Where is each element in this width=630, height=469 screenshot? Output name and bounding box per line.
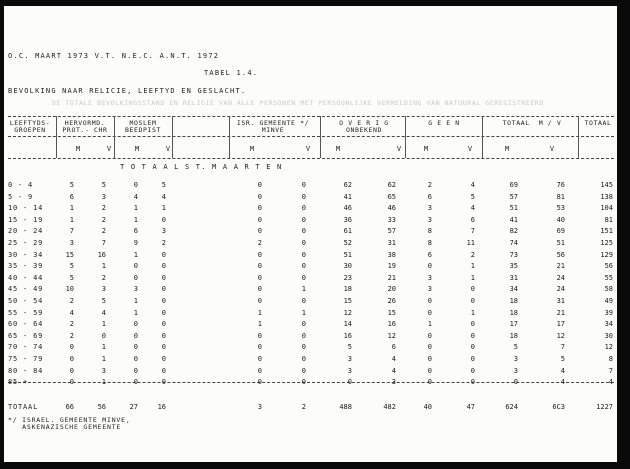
table-subtitle: BEVOLKING NAAR RELICIE, LEEFTYD EN GESLACHT. <box>8 87 247 95</box>
table-cell: 0 <box>161 250 166 259</box>
row-age-label: 0 - 4 <box>8 181 34 189</box>
table-cell: 1 <box>257 308 262 317</box>
column-header: TOTAAL M / V <box>502 119 562 127</box>
sub-header-v: V <box>305 145 311 153</box>
table-cell: 8 <box>608 355 613 363</box>
table-cell: 3 <box>69 239 74 247</box>
table-cell: 34 <box>604 320 613 329</box>
table-cell: 0 <box>133 273 138 282</box>
table-cell: 0 <box>257 262 262 271</box>
table-rule <box>8 116 614 117</box>
table-cell: 0 <box>427 262 432 271</box>
table-cell: 46 <box>387 204 396 213</box>
total-cell: 66 <box>65 403 74 411</box>
row-age-label: 85 + <box>8 378 29 387</box>
table-cell: 0 <box>301 320 306 329</box>
row-age-label: 50 - 54 <box>8 297 44 305</box>
table-cell: 4 <box>560 378 565 387</box>
table-cell: 1 <box>133 308 138 317</box>
sub-header-m: M <box>504 145 510 153</box>
total-cell: 2 <box>301 403 306 411</box>
column-header: MOSLEM BEEDPIST <box>124 119 162 134</box>
table-cell: 4 <box>608 378 613 387</box>
table-cell: 0 <box>69 378 74 387</box>
table-cell: 73 <box>509 250 518 259</box>
table-cell: 14 <box>343 320 352 329</box>
table-cell: 7 <box>470 227 475 236</box>
column-header: ISR. GEMEENTE */ MINVE <box>236 119 310 134</box>
table-cell: 3 <box>513 366 518 375</box>
table-cell: 3 <box>391 378 396 387</box>
table-cell: 0 <box>470 320 475 329</box>
row-age-label: 55 - 59 <box>8 308 44 317</box>
table-cell: 2 <box>101 215 106 224</box>
table-cell: 2 <box>427 181 432 189</box>
table-cell: 6 <box>427 250 432 259</box>
table-cell: 0 <box>470 366 475 375</box>
table-cell: 1 <box>257 320 262 329</box>
table-cell: 1 <box>101 320 106 329</box>
table-cell: 3 <box>427 285 432 294</box>
table-cell: 41 <box>509 215 518 224</box>
table-cell: 7 <box>608 366 613 375</box>
table-cell: 6 <box>391 343 396 352</box>
table-cell: 0 <box>133 378 138 387</box>
table-cell: 0 <box>69 343 74 352</box>
table-cell: 0 <box>513 378 518 387</box>
total-cell: 3 <box>257 403 262 411</box>
table-cell: 5 <box>101 297 106 305</box>
table-cell: 0 <box>470 378 475 387</box>
table-cell: 34 <box>509 285 518 294</box>
row-age-label: 75 - 79 <box>8 355 44 363</box>
table-cell: 3 <box>133 285 138 294</box>
table-cell: 5 <box>470 192 475 201</box>
table-cell: 4 <box>470 181 475 189</box>
table-cell: 0 <box>161 378 166 387</box>
table-cell: 6 <box>427 192 432 201</box>
table-cell: 69 <box>509 181 518 189</box>
table-cell: 0 <box>161 355 166 363</box>
table-cell: 16 <box>343 331 352 340</box>
table-cell: 0 <box>427 366 432 375</box>
table-cell: 21 <box>556 308 565 317</box>
row-age-label: 5 - 9 <box>8 192 34 201</box>
table-cell: 3 <box>101 192 106 201</box>
table-cell: 2 <box>161 239 166 247</box>
table-cell: 0 <box>257 204 262 213</box>
table-cell: 16 <box>97 250 106 259</box>
table-cell: 1 <box>133 215 138 224</box>
total-cell: 6C3 <box>552 403 565 411</box>
table-cell: 0 <box>470 355 475 363</box>
table-cell: 39 <box>604 308 613 317</box>
table-cell: 20 <box>387 285 396 294</box>
table-cell: 1 <box>101 355 106 363</box>
table-cell: 46 <box>343 204 352 213</box>
table-cell: 38 <box>387 250 396 259</box>
table-cell: 18 <box>343 285 352 294</box>
table-cell: 0 <box>133 181 138 189</box>
footnote: */ ISRAEL. GEMEENTE MINVE, ASKENAZISCHE GEMEENTE <box>8 416 131 431</box>
table-cell: 12 <box>604 343 613 352</box>
table-cell: 0 <box>427 343 432 352</box>
table-cell: 82 <box>509 227 518 236</box>
table-cell: 0 <box>470 285 475 294</box>
table-cell: 8 <box>427 227 432 236</box>
total-cell: 624 <box>505 403 518 411</box>
sub-header-v: V <box>467 145 473 153</box>
document-page <box>4 6 617 462</box>
table-cell: 0 <box>470 331 475 340</box>
table-cell: 1 <box>69 215 74 224</box>
table-cell: 145 <box>600 181 613 189</box>
table-cell: 12 <box>556 331 565 340</box>
row-age-label: 25 - 29 <box>8 239 44 247</box>
table-cell: 0 <box>133 355 138 363</box>
table-cell: 1 <box>301 285 306 294</box>
table-cell: 24 <box>556 285 565 294</box>
table-cell: 0 <box>161 331 166 340</box>
table-cell: 58 <box>604 285 613 294</box>
table-cell: 17 <box>509 320 518 329</box>
table-cell: 4 <box>560 366 565 375</box>
table-cell: 0 <box>133 320 138 329</box>
table-cell: 52 <box>343 239 352 247</box>
table-cell: 26 <box>387 297 396 305</box>
table-cell: 11 <box>466 239 475 247</box>
table-cell: 36 <box>343 215 352 224</box>
table-cell: 0 <box>301 250 306 259</box>
table-cell: 74 <box>509 239 518 247</box>
table-cell: 6 <box>470 215 475 224</box>
table-cell: 5 <box>69 273 74 282</box>
table-cell: 61 <box>343 227 352 236</box>
table-cell: 0 <box>161 285 166 294</box>
table-cell: 125 <box>600 239 613 247</box>
row-age-label: 30 - 34 <box>8 250 44 259</box>
total-row-label: TOTAAL <box>8 403 39 411</box>
table-cell: 18 <box>509 308 518 317</box>
table-cell: 0 <box>301 297 306 305</box>
table-cell: 0 <box>257 215 262 224</box>
table-cell: 3 <box>427 273 432 282</box>
table-cell: 0 <box>301 192 306 201</box>
table-cell: 31 <box>556 297 565 305</box>
table-cell: 5 <box>69 262 74 271</box>
table-cell: 3 <box>347 355 352 363</box>
table-cell: 56 <box>556 250 565 259</box>
total-cell: 56 <box>97 403 106 411</box>
table-cell: 5 <box>347 343 352 352</box>
table-cell: 21 <box>387 273 396 282</box>
table-cell: 0 <box>161 215 166 224</box>
table-cell: 0 <box>427 297 432 305</box>
table-cell: 0 <box>427 355 432 363</box>
table-cell: 1 <box>301 308 306 317</box>
table-cell: 5 <box>101 181 106 189</box>
table-cell: 0 <box>257 297 262 305</box>
table-cell: 1 <box>133 204 138 213</box>
table-cell: 3 <box>427 204 432 213</box>
table-cell: 5 <box>161 181 166 189</box>
column-header: LEEFTYDS- GROEPEN <box>9 119 51 134</box>
table-cell: 4 <box>391 355 396 363</box>
table-cell: 4 <box>391 366 396 375</box>
total-cell: 16 <box>157 403 166 411</box>
table-cell: 5 <box>560 355 565 363</box>
table-cell: 138 <box>600 192 613 201</box>
column-divider <box>320 116 321 158</box>
table-cell: 0 <box>427 378 432 387</box>
row-age-label: 40 - 44 <box>8 273 44 282</box>
sub-header-v: V <box>396 145 402 153</box>
sub-header-m: M <box>249 145 255 153</box>
table-cell: 0 <box>69 355 74 363</box>
table-cell: 0 <box>161 343 166 352</box>
table-cell: 1 <box>470 262 475 271</box>
table-cell: 0 <box>133 331 138 340</box>
table-cell: 53 <box>556 204 565 213</box>
table-cell: 1 <box>101 343 106 352</box>
table-cell: 33 <box>387 215 396 224</box>
table-cell: 0 <box>161 297 166 305</box>
table-cell: 129 <box>600 250 613 259</box>
table-cell: 0 <box>257 366 262 375</box>
row-age-label: 20 - 24 <box>8 227 44 236</box>
table-cell: 1 <box>69 204 74 213</box>
table-cell: 1 <box>101 378 106 387</box>
column-divider <box>229 116 230 158</box>
table-cell: 0 <box>347 378 352 387</box>
table-cell: 0 <box>257 273 262 282</box>
table-cell: 12 <box>343 308 352 317</box>
table-cell: 18 <box>509 297 518 305</box>
table-cell: 10 <box>65 285 74 294</box>
table-cell: 69 <box>556 227 565 236</box>
table-cell: 81 <box>604 215 613 224</box>
table-cell: 4 <box>470 204 475 213</box>
table-cell: 62 <box>387 181 396 189</box>
table-cell: 1 <box>470 308 475 317</box>
table-cell: 6 <box>69 192 74 201</box>
table-cell: 0 <box>101 331 106 340</box>
table-cell: 31 <box>387 239 396 247</box>
table-cell: 0 <box>161 320 166 329</box>
table-cell: 5 <box>513 343 518 352</box>
table-cell: 2 <box>101 273 106 282</box>
table-cell: 0 <box>301 331 306 340</box>
total-cell: 40 <box>423 403 432 411</box>
table-cell: 3 <box>347 366 352 375</box>
table-cell: 2 <box>69 297 74 305</box>
table-cell: 21 <box>556 262 565 271</box>
bleed-through-text: DE TOTALE BEVOLKINGSSTAND EN RELIGIE VAN ALLE PERSONEN MET PERSOONLIJKE VERMELDING VAN NATUURAL GEREGISTREERD <box>52 99 544 107</box>
table-cell: 1 <box>161 204 166 213</box>
table-cell: 8 <box>427 239 432 247</box>
table-cell: 0 <box>257 192 262 201</box>
table-cell: 1 <box>133 297 138 305</box>
table-cell: 65 <box>387 192 396 201</box>
table-cell: 0 <box>161 262 166 271</box>
table-cell: 0 <box>257 227 262 236</box>
table-cell: 57 <box>509 192 518 201</box>
table-cell: 15 <box>65 250 74 259</box>
table-cell: 55 <box>604 273 613 282</box>
table-cell: 0 <box>133 262 138 271</box>
table-cell: 1 <box>101 262 106 271</box>
table-cell: 1 <box>470 273 475 282</box>
table-cell: 4 <box>161 192 166 201</box>
table-cell: 0 <box>301 343 306 352</box>
column-header: G E E N <box>428 119 460 127</box>
table-cell: 7 <box>69 227 74 236</box>
table-cell: 5 <box>69 181 74 189</box>
row-age-label: 35 - 39 <box>8 262 44 271</box>
table-cell: 0 <box>161 308 166 317</box>
table-cell: 0 <box>301 181 306 189</box>
table-cell: 2 <box>69 320 74 329</box>
table-cell: 81 <box>556 192 565 201</box>
table-number: TABEL 1.4. <box>204 69 259 77</box>
section-title: T O T A A L S T. M A A R T E N <box>120 163 283 171</box>
table-cell: 0 <box>470 343 475 352</box>
table-cell: 0 <box>301 355 306 363</box>
sub-header-v: V <box>165 145 171 153</box>
table-cell: 0 <box>301 378 306 387</box>
table-rule <box>8 136 614 137</box>
table-cell: 0 <box>257 355 262 363</box>
row-age-label: 60 - 64 <box>8 320 44 329</box>
table-cell: 24 <box>556 273 565 282</box>
sub-header-v: V <box>549 145 555 153</box>
total-cell: 488 <box>339 403 352 411</box>
table-cell: 1 <box>133 250 138 259</box>
total-cell: 482 <box>383 403 396 411</box>
table-cell: 0 <box>133 343 138 352</box>
table-cell: 51 <box>556 239 565 247</box>
table-cell: 15 <box>343 297 352 305</box>
table-cell: 1 <box>427 320 432 329</box>
table-cell: 2 <box>470 250 475 259</box>
column-header: HERVORMD. PROT.- CHR <box>62 119 108 134</box>
table-cell: 30 <box>343 262 352 271</box>
table-cell: 0 <box>161 273 166 282</box>
table-cell: 0 <box>427 308 432 317</box>
table-cell: 0 <box>257 250 262 259</box>
table-cell: 151 <box>600 227 613 236</box>
table-cell: 3 <box>427 215 432 224</box>
table-cell: 17 <box>556 320 565 329</box>
table-cell: 12 <box>387 331 396 340</box>
table-cell: 2 <box>101 227 106 236</box>
table-cell: 57 <box>387 227 396 236</box>
table-cell: 0 <box>301 215 306 224</box>
table-rule <box>8 158 614 159</box>
table-cell: 56 <box>604 262 613 271</box>
table-cell: 7 <box>560 343 565 352</box>
table-cell: 0 <box>301 227 306 236</box>
table-cell: 4 <box>133 192 138 201</box>
table-cell: 6 <box>133 227 138 236</box>
table-cell: 62 <box>343 181 352 189</box>
sub-header-m: M <box>423 145 429 153</box>
table-cell: 0 <box>257 285 262 294</box>
table-cell: 0 <box>257 331 262 340</box>
table-cell: 3 <box>101 285 106 294</box>
table-cell: 4 <box>69 308 74 317</box>
sub-header-m: M <box>134 145 140 153</box>
row-age-label: 15 - 19 <box>8 215 44 224</box>
table-cell: 3 <box>101 366 106 375</box>
table-cell: 76 <box>556 181 565 189</box>
row-age-label: 70 - 74 <box>8 343 44 352</box>
table-cell: 19 <box>387 262 396 271</box>
table-cell: 51 <box>343 250 352 259</box>
table-cell: 51 <box>509 204 518 213</box>
table-cell: 23 <box>343 273 352 282</box>
table-cell: 0 <box>301 204 306 213</box>
table-cell: 4 <box>101 308 106 317</box>
table-cell: 40 <box>556 215 565 224</box>
table-cell: 0 <box>257 181 262 189</box>
table-cell: 0 <box>427 331 432 340</box>
row-age-label: 10 - 14 <box>8 204 44 213</box>
table-cell: 7 <box>101 239 106 247</box>
table-cell: 15 <box>387 308 396 317</box>
table-cell: 0 <box>133 366 138 375</box>
table-cell: 9 <box>133 239 138 247</box>
table-cell: 0 <box>257 378 262 387</box>
table-cell: 2 <box>257 239 262 247</box>
table-cell: 104 <box>600 204 613 213</box>
table-cell: 0 <box>301 239 306 247</box>
table-cell: 0 <box>257 343 262 352</box>
table-cell: 0 <box>470 297 475 305</box>
sub-header-m: M <box>335 145 341 153</box>
table-cell: 3 <box>161 227 166 236</box>
table-cell: 49 <box>604 297 613 305</box>
total-cell: 1227 <box>596 403 613 411</box>
table-cell: 0 <box>161 366 166 375</box>
table-cell: 30 <box>604 331 613 340</box>
row-age-label: 45 - 49 <box>8 285 44 294</box>
column-header: TOTAAL <box>584 119 612 127</box>
table-cell: 41 <box>343 192 352 201</box>
table-cell: 2 <box>69 331 74 340</box>
column-header: O V E R I G ONBEKEND <box>339 119 389 134</box>
table-cell: 0 <box>301 273 306 282</box>
table-cell: 2 <box>101 204 106 213</box>
header-line: O.C. MAART 1973 V.T. N.E.C. A.N.T. 1972 <box>8 52 220 60</box>
row-age-label: 65 - 69 <box>8 331 44 340</box>
sub-header-m: M <box>75 145 81 153</box>
total-cell: 27 <box>129 403 138 411</box>
table-cell: 31 <box>509 273 518 282</box>
table-cell: 0 <box>301 262 306 271</box>
row-age-label: 80 - 84 <box>8 366 44 375</box>
table-cell: 3 <box>513 355 518 363</box>
table-cell: 16 <box>387 320 396 329</box>
sub-header-v: V <box>106 145 112 153</box>
total-cell: 47 <box>466 403 475 411</box>
table-cell: 18 <box>509 331 518 340</box>
table-cell: 35 <box>509 262 518 271</box>
table-cell: 0 <box>301 366 306 375</box>
table-cell: 0 <box>69 366 74 375</box>
